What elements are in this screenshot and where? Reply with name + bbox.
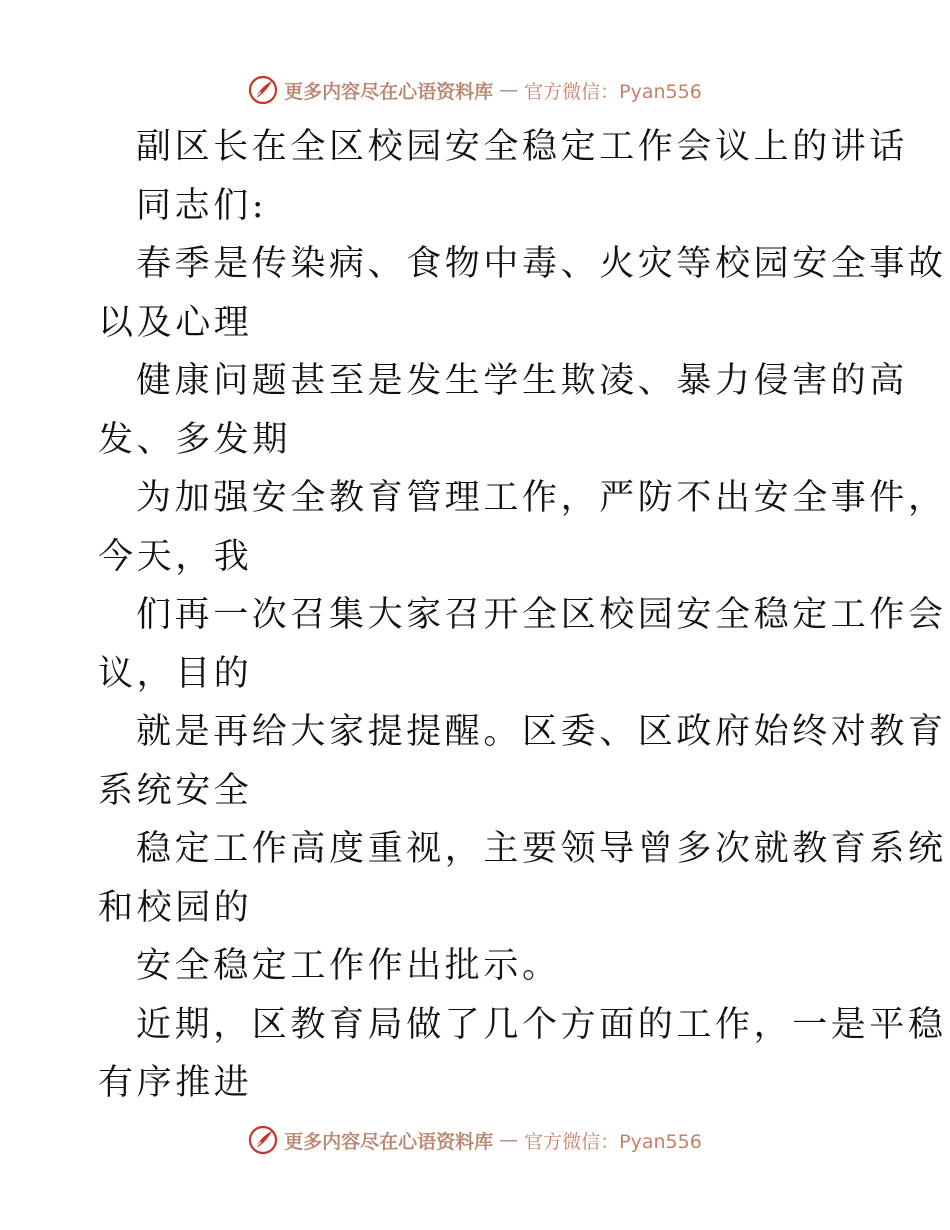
text-line: 为加强安全教育管理工作，严防不出安全事件，	[136, 478, 947, 518]
footer-wechat-text: 官方微信：Pyan556	[524, 1130, 702, 1153]
document-body	[98, 118, 947, 1113]
footer-dash: —	[499, 1129, 519, 1151]
text-line: 今天，我	[98, 536, 253, 577]
text-line: 以及心理	[98, 302, 253, 343]
text-line: 和校园的	[98, 887, 253, 928]
footer-banner	[0, 1120, 950, 1160]
text-line: 稳定工作高度重视，主要领导曾多次就教育系统	[136, 829, 947, 869]
text-line: 发、多发期	[98, 419, 292, 460]
header-dash: —	[499, 79, 519, 101]
text-line: 春季是传染病、食物中毒、火灾等校园安全事故	[136, 244, 947, 284]
text-line: 有序推进	[98, 1063, 253, 1103]
feather-pen-logo-icon	[248, 75, 278, 105]
text-line: 们再一次召集大家召开全区校园安全稳定工作会	[136, 595, 947, 635]
header-banner	[0, 70, 950, 110]
text-line: 系统安全	[98, 770, 253, 811]
feather-pen-logo-icon	[248, 1125, 278, 1155]
header-wechat-text: 官方微信：Pyan556	[524, 80, 702, 103]
text-line: 近期，区教育局做了几个方面的工作，一是平稳	[136, 1004, 947, 1045]
text-line: 健康问题甚至是发生学生欺凌、暴力侵害的高	[136, 361, 909, 401]
footer-brand-text: 更多内容尽在心语资料库	[284, 1130, 494, 1153]
text-line: 就是再给大家提提醒。区委、区政府始终对教育	[136, 712, 947, 752]
document-title: 副区长在全区校园安全稳定工作会议上的讲话	[136, 127, 909, 167]
salutation: 同志们:	[136, 185, 268, 226]
header-brand-text: 更多内容尽在心语资料库	[284, 80, 494, 103]
text-line: 安全稳定工作作出批示。	[136, 946, 561, 986]
text-line: 议，目的	[98, 653, 253, 694]
